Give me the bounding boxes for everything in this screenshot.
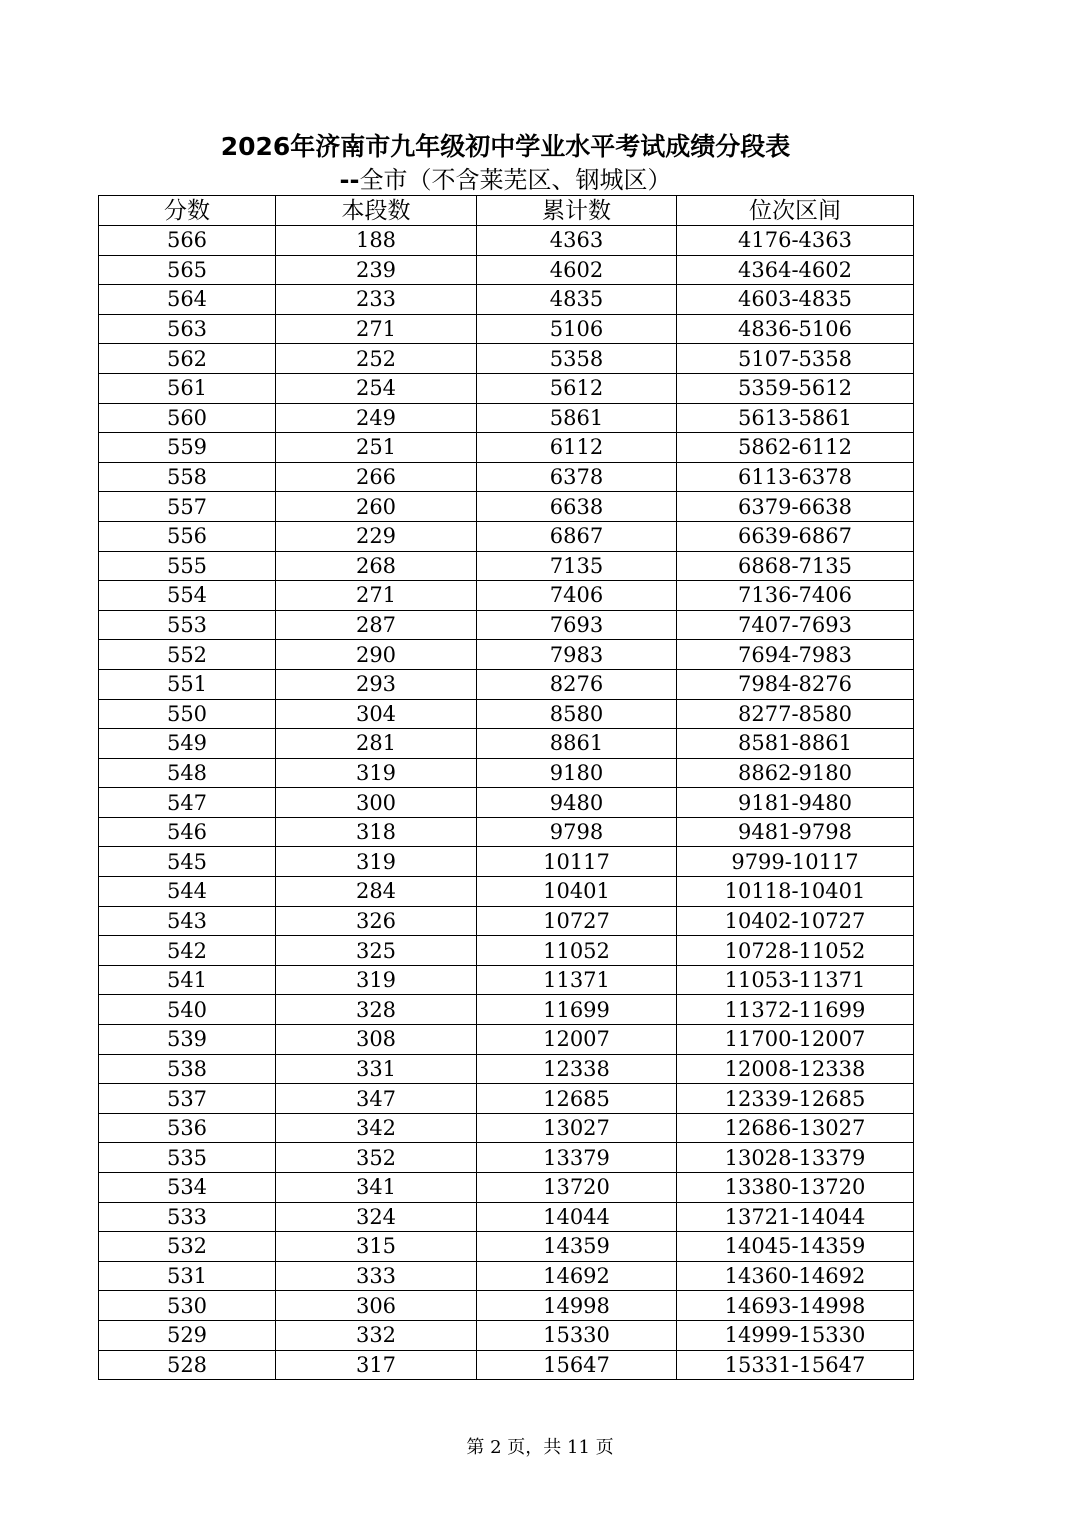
header-cumulative-count: 累计数 <box>477 196 677 226</box>
cell-segment-count: 290 <box>276 640 477 670</box>
cell-rank-range: 15331-15647 <box>677 1350 914 1380</box>
cell-score: 548 <box>99 758 276 788</box>
table-row <box>99 255 914 285</box>
cell-rank-range: 13380-13720 <box>677 1173 914 1203</box>
cell-rank-range: 8862-9180 <box>677 758 914 788</box>
cell-cumulative-count: 11052 <box>477 936 677 966</box>
cell-segment-count: 287 <box>276 610 477 640</box>
cell-segment-count: 252 <box>276 344 477 374</box>
table-row <box>99 1025 914 1055</box>
cell-segment-count: 332 <box>276 1320 477 1350</box>
page-number: 第 2 页，共 11 页 <box>466 1437 614 1458</box>
cell-cumulative-count: 9480 <box>477 788 677 818</box>
cell-score: 557 <box>99 492 276 522</box>
cell-segment-count: 325 <box>276 936 477 966</box>
cell-segment-count: 281 <box>276 729 477 759</box>
cell-rank-range: 14045-14359 <box>677 1232 914 1262</box>
table-row <box>99 788 914 818</box>
table-row <box>99 729 914 759</box>
cell-segment-count: 271 <box>276 581 477 611</box>
cell-rank-range: 14693-14998 <box>677 1291 914 1321</box>
table-row <box>99 226 914 256</box>
table-row <box>99 1232 914 1262</box>
cell-cumulative-count: 5861 <box>477 403 677 433</box>
cell-cumulative-count: 6378 <box>477 462 677 492</box>
cell-score: 560 <box>99 403 276 433</box>
cell-rank-range: 6113-6378 <box>677 462 914 492</box>
table-row <box>99 847 914 877</box>
cell-cumulative-count: 10401 <box>477 877 677 907</box>
cell-score: 566 <box>99 226 276 256</box>
table-row <box>99 344 914 374</box>
document-title: 2026年济南市九年级初中学业水平考试成绩分段表 <box>220 132 791 161</box>
cell-rank-range: 11053-11371 <box>677 965 914 995</box>
table-row <box>99 403 914 433</box>
cell-rank-range: 4176-4363 <box>677 226 914 256</box>
cell-cumulative-count: 11699 <box>477 995 677 1025</box>
table-row <box>99 610 914 640</box>
table-row <box>99 521 914 551</box>
cell-cumulative-count: 8580 <box>477 699 677 729</box>
cell-rank-range: 12686-13027 <box>677 1113 914 1143</box>
cell-score: 538 <box>99 1054 276 1084</box>
cell-rank-range: 5359-5612 <box>677 373 914 403</box>
cell-rank-range: 5107-5358 <box>677 344 914 374</box>
cell-rank-range: 12008-12338 <box>677 1054 914 1084</box>
header-rank-range: 位次区间 <box>677 196 914 226</box>
table-row <box>99 1202 914 1232</box>
cell-score: 561 <box>99 373 276 403</box>
table-row <box>99 640 914 670</box>
cell-score: 535 <box>99 1143 276 1173</box>
cell-cumulative-count: 13720 <box>477 1173 677 1203</box>
cell-segment-count: 318 <box>276 817 477 847</box>
cell-score: 552 <box>99 640 276 670</box>
cell-score: 534 <box>99 1173 276 1203</box>
cell-rank-range: 13721-14044 <box>677 1202 914 1232</box>
cell-rank-range: 9481-9798 <box>677 817 914 847</box>
cell-cumulative-count: 14044 <box>477 1202 677 1232</box>
table-row <box>99 995 914 1025</box>
cell-rank-range: 4603-4835 <box>677 285 914 315</box>
cell-cumulative-count: 10117 <box>477 847 677 877</box>
cell-cumulative-count: 8276 <box>477 669 677 699</box>
cell-score: 556 <box>99 521 276 551</box>
cell-segment-count: 352 <box>276 1143 477 1173</box>
cell-rank-range: 5862-6112 <box>677 433 914 463</box>
cell-segment-count: 293 <box>276 669 477 699</box>
cell-rank-range: 9181-9480 <box>677 788 914 818</box>
cell-score: 531 <box>99 1261 276 1291</box>
cell-segment-count: 331 <box>276 1054 477 1084</box>
cell-rank-range: 13028-13379 <box>677 1143 914 1173</box>
cell-score: 530 <box>99 1291 276 1321</box>
cell-rank-range: 8581-8861 <box>677 729 914 759</box>
document-subtitle <box>98 164 913 196</box>
cell-rank-range: 6868-7135 <box>677 551 914 581</box>
cell-score: 546 <box>99 817 276 847</box>
table-row <box>99 285 914 315</box>
table-row <box>99 965 914 995</box>
table-row <box>99 373 914 403</box>
cell-score: 555 <box>99 551 276 581</box>
cell-cumulative-count: 6867 <box>477 521 677 551</box>
table-row <box>99 1173 914 1203</box>
cell-cumulative-count: 12685 <box>477 1084 677 1114</box>
cell-segment-count: 254 <box>276 373 477 403</box>
cell-cumulative-count: 6638 <box>477 492 677 522</box>
cell-segment-count: 260 <box>276 492 477 522</box>
cell-segment-count: 300 <box>276 788 477 818</box>
cell-segment-count: 306 <box>276 1291 477 1321</box>
header-score: 分数 <box>99 196 276 226</box>
cell-segment-count: 319 <box>276 847 477 877</box>
cell-rank-range: 7407-7693 <box>677 610 914 640</box>
cell-cumulative-count: 14998 <box>477 1291 677 1321</box>
cell-rank-range: 10402-10727 <box>677 906 914 936</box>
cell-rank-range: 9799-10117 <box>677 847 914 877</box>
cell-segment-count: 308 <box>276 1025 477 1055</box>
cell-segment-count: 326 <box>276 906 477 936</box>
cell-score: 564 <box>99 285 276 315</box>
header-row <box>99 196 914 226</box>
table-row <box>99 551 914 581</box>
table-row <box>99 817 914 847</box>
cell-cumulative-count: 9798 <box>477 817 677 847</box>
cell-segment-count: 341 <box>276 1173 477 1203</box>
cell-segment-count: 324 <box>276 1202 477 1232</box>
cell-score: 544 <box>99 877 276 907</box>
cell-score: 550 <box>99 699 276 729</box>
cell-score: 537 <box>99 1084 276 1114</box>
cell-rank-range: 6639-6867 <box>677 521 914 551</box>
cell-score: 551 <box>99 669 276 699</box>
cell-rank-range: 12339-12685 <box>677 1084 914 1114</box>
table-header <box>99 196 914 226</box>
cell-segment-count: 315 <box>276 1232 477 1262</box>
cell-cumulative-count: 7406 <box>477 581 677 611</box>
cell-rank-range: 4836-5106 <box>677 314 914 344</box>
cell-cumulative-count: 4602 <box>477 255 677 285</box>
cell-score: 540 <box>99 995 276 1025</box>
cell-rank-range: 11700-12007 <box>677 1025 914 1055</box>
cell-rank-range: 11372-11699 <box>677 995 914 1025</box>
cell-cumulative-count: 5358 <box>477 344 677 374</box>
cell-score: 549 <box>99 729 276 759</box>
table-row <box>99 877 914 907</box>
cell-cumulative-count: 10727 <box>477 906 677 936</box>
cell-segment-count: 284 <box>276 877 477 907</box>
cell-score: 532 <box>99 1232 276 1262</box>
cell-segment-count: 304 <box>276 699 477 729</box>
table-row <box>99 1291 914 1321</box>
table-body <box>99 226 914 1380</box>
cell-rank-range: 14360-14692 <box>677 1261 914 1291</box>
cell-segment-count: 229 <box>276 521 477 551</box>
table-row <box>99 1261 914 1291</box>
cell-cumulative-count: 12338 <box>477 1054 677 1084</box>
cell-segment-count: 319 <box>276 965 477 995</box>
cell-rank-range: 6379-6638 <box>677 492 914 522</box>
cell-score: 559 <box>99 433 276 463</box>
cell-segment-count: 268 <box>276 551 477 581</box>
table-row <box>99 699 914 729</box>
cell-rank-range: 4364-4602 <box>677 255 914 285</box>
cell-rank-range: 14999-15330 <box>677 1320 914 1350</box>
cell-score: 554 <box>99 581 276 611</box>
table-row <box>99 1143 914 1173</box>
table-row <box>99 492 914 522</box>
cell-segment-count: 249 <box>276 403 477 433</box>
cell-score: 529 <box>99 1320 276 1350</box>
table-row <box>99 758 914 788</box>
cell-cumulative-count: 4835 <box>477 285 677 315</box>
cell-cumulative-count: 7135 <box>477 551 677 581</box>
table-row <box>99 936 914 966</box>
cell-cumulative-count: 14692 <box>477 1261 677 1291</box>
header-segment-count: 本段数 <box>276 196 477 226</box>
cell-segment-count: 233 <box>276 285 477 315</box>
cell-rank-range: 7984-8276 <box>677 669 914 699</box>
cell-segment-count: 342 <box>276 1113 477 1143</box>
cell-score: 563 <box>99 314 276 344</box>
table-row <box>99 581 914 611</box>
table-row <box>99 1084 914 1114</box>
table-row <box>99 314 914 344</box>
cell-score: 541 <box>99 965 276 995</box>
cell-segment-count: 319 <box>276 758 477 788</box>
table-row <box>99 1113 914 1143</box>
cell-segment-count: 239 <box>276 255 477 285</box>
cell-cumulative-count: 14359 <box>477 1232 677 1262</box>
cell-cumulative-count: 13379 <box>477 1143 677 1173</box>
cell-cumulative-count: 9180 <box>477 758 677 788</box>
cell-segment-count: 317 <box>276 1350 477 1380</box>
cell-cumulative-count: 5612 <box>477 373 677 403</box>
cell-cumulative-count: 7983 <box>477 640 677 670</box>
cell-score: 558 <box>99 462 276 492</box>
score-table <box>98 195 914 1380</box>
cell-score: 528 <box>99 1350 276 1380</box>
cell-cumulative-count: 8861 <box>477 729 677 759</box>
cell-score: 562 <box>99 344 276 374</box>
cell-rank-range: 10118-10401 <box>677 877 914 907</box>
table-row <box>99 1054 914 1084</box>
cell-segment-count: 251 <box>276 433 477 463</box>
table-row <box>99 1320 914 1350</box>
cell-segment-count: 188 <box>276 226 477 256</box>
cell-score: 543 <box>99 906 276 936</box>
cell-rank-range: 10728-11052 <box>677 936 914 966</box>
table-row <box>99 669 914 699</box>
table-row <box>99 462 914 492</box>
cell-cumulative-count: 11371 <box>477 965 677 995</box>
cell-cumulative-count: 7693 <box>477 610 677 640</box>
cell-cumulative-count: 5106 <box>477 314 677 344</box>
cell-rank-range: 5613-5861 <box>677 403 914 433</box>
cell-segment-count: 271 <box>276 314 477 344</box>
cell-segment-count: 266 <box>276 462 477 492</box>
table-row <box>99 906 914 936</box>
cell-cumulative-count: 4363 <box>477 226 677 256</box>
cell-score: 536 <box>99 1113 276 1143</box>
cell-segment-count: 328 <box>276 995 477 1025</box>
table-row <box>99 1350 914 1380</box>
cell-cumulative-count: 15647 <box>477 1350 677 1380</box>
cell-score: 539 <box>99 1025 276 1055</box>
cell-rank-range: 7136-7406 <box>677 581 914 611</box>
subtitle-prefix: -- <box>339 166 360 194</box>
cell-segment-count: 333 <box>276 1261 477 1291</box>
cell-score: 553 <box>99 610 276 640</box>
subtitle-text: 全市（不含莱芜区、钢城区） <box>359 166 672 194</box>
cell-score: 565 <box>99 255 276 285</box>
cell-cumulative-count: 13027 <box>477 1113 677 1143</box>
cell-score: 542 <box>99 936 276 966</box>
cell-cumulative-count: 6112 <box>477 433 677 463</box>
cell-score: 547 <box>99 788 276 818</box>
cell-rank-range: 7694-7983 <box>677 640 914 670</box>
cell-segment-count: 347 <box>276 1084 477 1114</box>
cell-score: 533 <box>99 1202 276 1232</box>
table-row <box>99 433 914 463</box>
cell-score: 545 <box>99 847 276 877</box>
cell-cumulative-count: 12007 <box>477 1025 677 1055</box>
cell-rank-range: 8277-8580 <box>677 699 914 729</box>
cell-cumulative-count: 15330 <box>477 1320 677 1350</box>
